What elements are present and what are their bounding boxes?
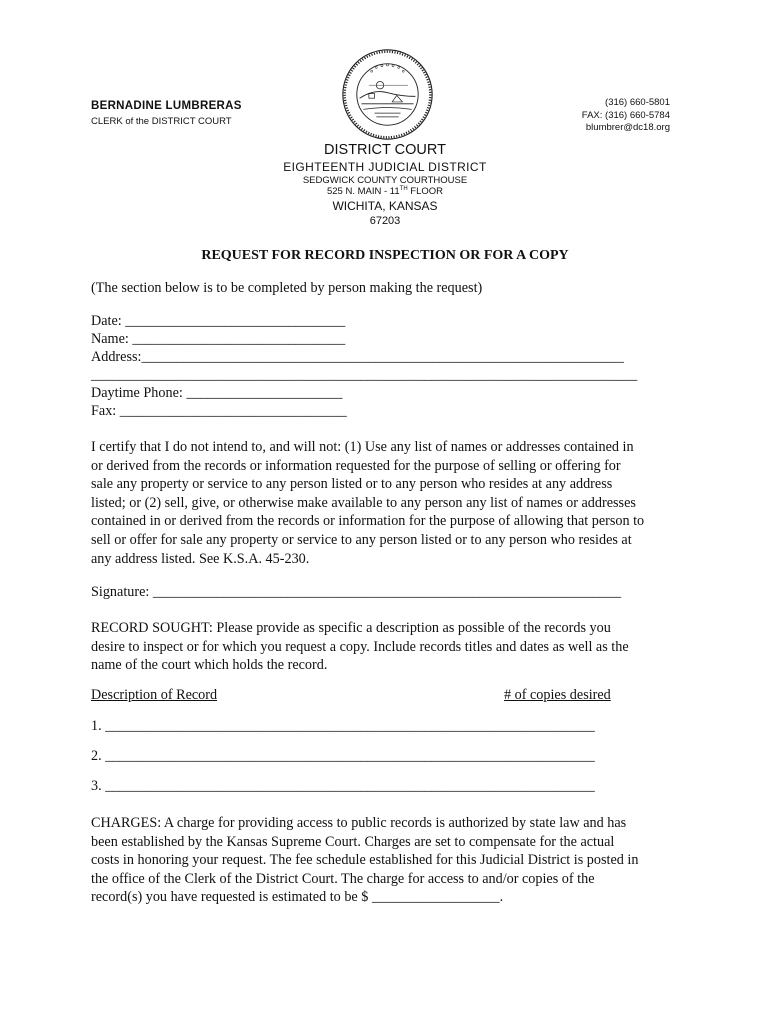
record-sought-line: desire to inspect or for which you request a copy. Include records titles and dates as well as the <box>91 638 629 655</box>
courthouse-name: SEDGWICK COUNTY COURTHOUSE <box>302 175 468 186</box>
kansas-seal-icon <box>341 48 434 141</box>
fax-number: FAX: (316) 660-5784 <box>581 109 670 121</box>
contact-block <box>582 97 670 135</box>
charges-paragraph <box>91 814 691 907</box>
street-address: 525 N. MAIN - 11TH FLOOR <box>326 186 444 198</box>
email-address: blumbrer@dc18.org <box>585 122 670 133</box>
certification-line: sale any property or service to any person listed or to any person who resides at any address <box>91 476 613 493</box>
clerk-name: BERNADINE LUMBRERAS <box>91 100 242 112</box>
charges-line: the office of the Clerk of the District Court. The charge for access to and/or copies of the <box>91 870 595 887</box>
phone-number: (316) 660-5801 <box>605 97 670 108</box>
name-field[interactable]: Name: ______________________________ <box>91 331 346 347</box>
charges-line: been established by the Kansas Supreme Court. Charges are set to compensate for the actual <box>91 833 615 850</box>
signature-field[interactable]: Signature: __________________________________________________________________ <box>91 584 622 600</box>
form-intro: (The section below is to be completed by person making the request) <box>91 280 483 296</box>
city-state: WICHITA, KANSAS <box>332 199 438 213</box>
address-field-line2[interactable]: _____________________________________________________________________________ <box>91 367 638 383</box>
certification-line: sell or offer for sale any property or service to any person listed or to any person who resides at <box>91 531 632 548</box>
form-title: REQUEST FOR RECORD INSPECTION OR FOR A COPY <box>201 248 569 263</box>
record-row-3[interactable]: 3. _____________________________________________________________________ <box>91 778 595 794</box>
record-row-2[interactable]: 2. _____________________________________________________________________ <box>91 748 595 764</box>
daytime-phone-field[interactable]: Daytime Phone: ______________________ <box>91 385 343 401</box>
fax-field[interactable]: Fax: ________________________________ <box>91 403 347 419</box>
judicial-district: EIGHTEENTH JUDICIAL DISTRICT <box>283 160 487 174</box>
date-field[interactable]: Date: _______________________________ <box>91 313 346 329</box>
record-sought-line: name of the court which holds the record. <box>91 657 328 674</box>
court-title: DISTRICT COURT <box>324 142 446 158</box>
certification-line: I certify that I do not intend to, and will not: (1) Use any list of names or addresses contained in <box>91 439 634 455</box>
description-column-header: Description of Record <box>91 687 218 703</box>
certification-line: contained in or derived from the records or information for the purpose of allowing that person to <box>91 513 645 530</box>
zip-code: 67203 <box>369 215 401 227</box>
charges-estimate-line[interactable]: record(s) you have requested is estimated to be $ __________________. <box>91 889 504 906</box>
certification-line: or derived from the records or information requested for the purpose of selling or offering for <box>91 457 621 474</box>
address-field[interactable]: Address:____________________________________________________________________ <box>91 349 624 365</box>
clerk-title: CLERK of the DISTRICT COURT <box>91 116 232 127</box>
certification-line: any address listed. See K.S.A. 45-230. <box>91 550 310 567</box>
record-row-1[interactable]: 1. _____________________________________________________________________ <box>91 718 595 734</box>
certification-paragraph <box>91 438 691 568</box>
copies-column-header: # of copies desired <box>504 687 611 703</box>
charges-line: costs in honoring your request. The fee schedule established for this Judicial District is posted in <box>91 852 639 869</box>
charges-line: CHARGES: A charge for providing access to public records is authorized by state law and has <box>91 815 627 831</box>
record-sought-line: RECORD SOUGHT: Please provide as specific a description as possible of the records you <box>91 620 611 636</box>
certification-line: listed; or (2) sell, give, or otherwise make available to any person any list of names or addresses <box>91 494 636 511</box>
record-sought-paragraph <box>91 619 691 675</box>
